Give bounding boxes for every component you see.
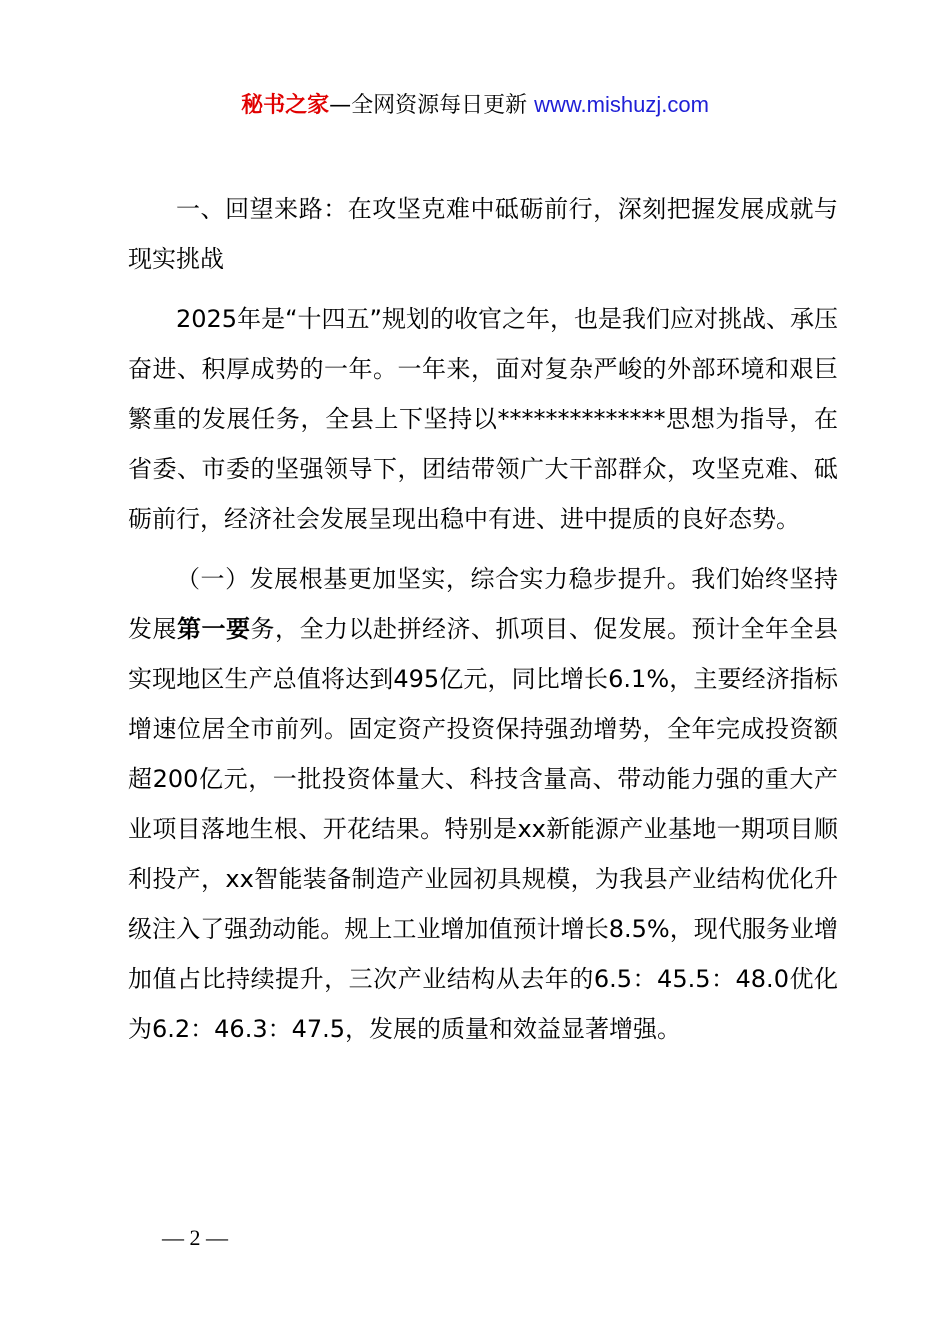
subsection-bold-text: 第一要 — [177, 615, 251, 643]
subsection-text-part1: （一）发展根基更加坚实，综合实力稳步提升。我们始终坚持发展 — [128, 565, 838, 643]
section-heading: 一、回望来路：在攻坚克难中砥砺前行，深刻把握发展成就与现实挑战 — [128, 195, 838, 273]
document-body — [128, 184, 838, 1064]
page-number: — 2 — — [162, 1225, 228, 1250]
header-tagline: —全网资源每日更新 — [329, 93, 528, 118]
brand-name: 秘书之家 — [241, 93, 330, 118]
site-url-link[interactable]: www.mishuzj.com — [534, 92, 709, 117]
subsection-paragraph — [128, 554, 838, 1054]
subsection-text-part2: 务，全力以赴拼经济、抓项目、促发展。预计全年全县实现地区生产总值将达到495亿元，同比增长6.1%，主要经济指标增速位居全市前列。固定资产投资保持强劲增势，全年完成投资额超200亿元，一批投资体量大、科技含量高、带动能力强的重大产业项目落地生根、开花结果。特别是xx新能源产业基地一期项目顺利投产，xx智能装备制造产业园初具规模，为我县产业结构优化升级注入了强劲动能。规上工业增加值预计增长8.5%，现代服务业增加值占比持续提升，三次产业结构从去年的6.5：45.5：48.0优化为6.2：46.3：47.5，发展的质量和效益显著增强。 — [128, 615, 838, 1043]
page-header — [0, 88, 950, 123]
intro-paragraph: 2025年是“十四五”规划的收官之年，也是我们应对挑战、承压奋进、积厚成势的一年。一年来，面对复杂严峻的外部环境和艰巨繁重的发展任务，全县上下坚持以**************思想为指导，在省委、市委的坚强领导下，团结带领广大干部群众，攻坚克难、砥砺前行，经济社会发展呈现出稳中有进、进中提质的良好态势。 — [128, 305, 838, 533]
